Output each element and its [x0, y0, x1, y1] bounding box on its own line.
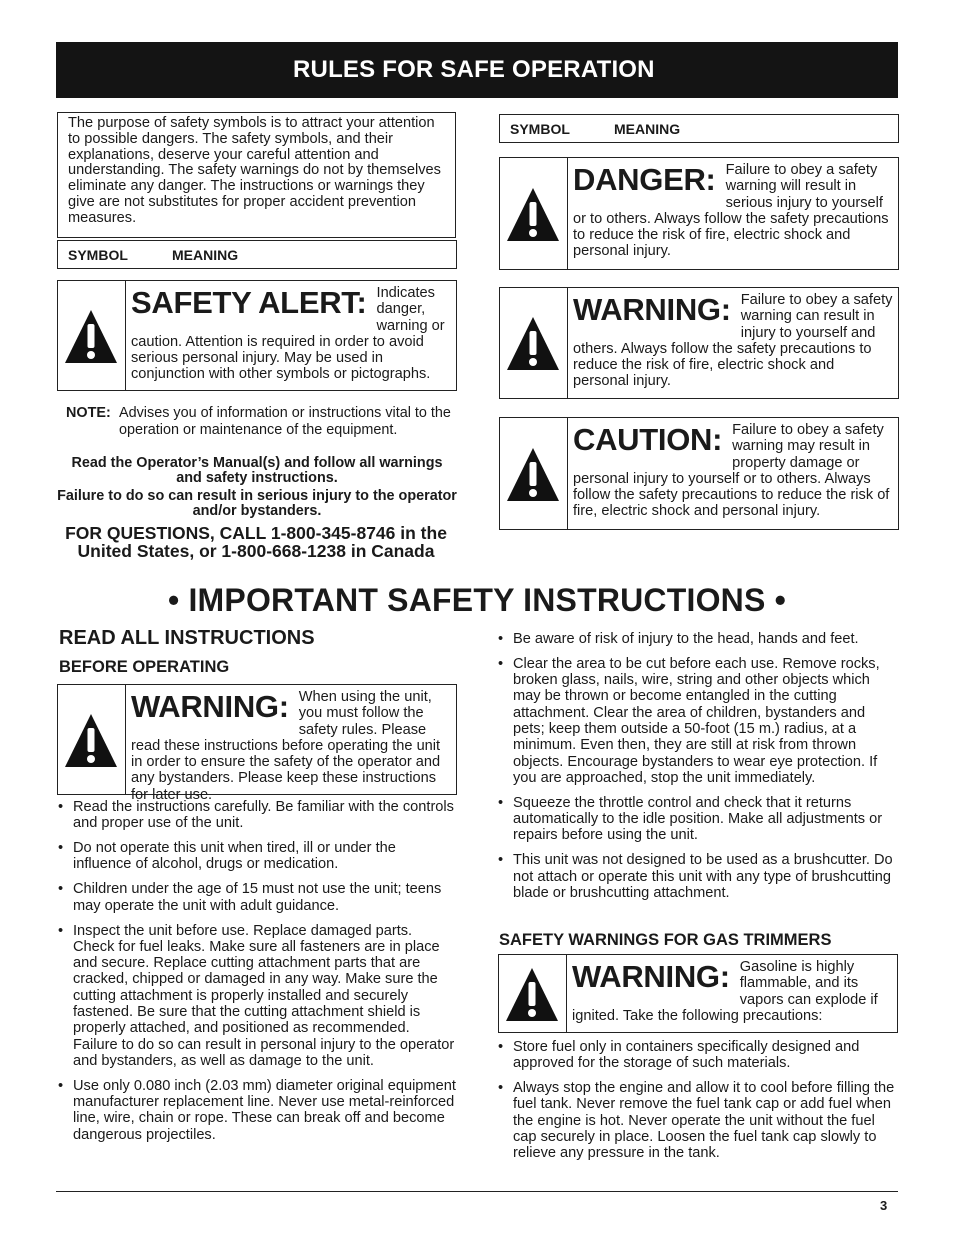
bullet-icon: • — [58, 840, 64, 857]
manual-notice-2: Failure to do so can result in serious injury to the operator and/or bystanders. — [57, 488, 457, 519]
header-bar — [56, 42, 898, 98]
list-item — [58, 799, 456, 832]
list-item-text: Clear the area to be cut before each use. Remove rocks, broken glass, nails, wire, string and other objects which may be thrown or become entangled in the cutting attachment. Clear the area of children, bystanders and pets; keep them outside a 50-foot (15 m.) radius, at a minimum. Even then, they are still at risk from thrown objects. Encourage bystanders to wear eye protection. If you are approached, stop the unit immediately. — [513, 655, 880, 786]
list-item-text: Squeeze the throttle control and check that it returns automatically to the idle position. Make all adjustments or repairs before using the unit. — [513, 794, 883, 844]
warning-triangle-icon — [505, 444, 561, 504]
safety-alert-icon-cell — [58, 281, 126, 390]
safety-alert-description: Indicates danger, warning or caution. Attention is required in order to avoid serious personal injury. May be used in conjunction with other symbols or pictographs. — [131, 285, 445, 383]
danger-box — [499, 157, 899, 270]
bullet-icon: • — [498, 852, 504, 869]
bullet-icon: • — [58, 799, 64, 815]
caution-description: Failure to obey a safety warning may result in property damage or personal injury to yourself or to others. Always follow the safety precautions to reduce the risk of fire, electric shock and personal injury. — [573, 422, 890, 520]
caution-term: CAUTION: — [573, 422, 723, 457]
safety-alert-box — [57, 280, 457, 391]
list-item — [58, 1078, 456, 1143]
read-all-heading: READ ALL INSTRUCTIONS — [59, 627, 315, 649]
list-item — [58, 923, 456, 1070]
before-warning-description: When using the unit, you must follow the safety rules. Please read these instructions before operating the unit in order to ensure the safety of the operator and any bystanders. Please keep these instructions for later use. — [131, 689, 441, 803]
warning-icon-cell — [500, 288, 568, 398]
gas-bullet-list — [498, 1039, 900, 1170]
list-item — [498, 852, 900, 901]
right-bullet-list — [498, 631, 900, 910]
main-title: • IMPORTANT SAFETY INSTRUCTIONS • — [167, 582, 787, 618]
list-item-text: Use only 0.080 inch (2.03 mm) diameter original equipment manufacturer replacement line. Never use metal-reinforced line, wire, chain or rope. These can break off and become dangerous projectiles. — [73, 1077, 456, 1143]
gas-warning-description: Gasoline is highly flammable, and its vapors can explode if ignited. Take the following precautions: — [572, 959, 878, 1024]
list-item — [498, 795, 900, 844]
caution-icon-cell — [500, 418, 568, 529]
gas-warning-icon-cell — [499, 955, 567, 1032]
gas-trimmers-heading: SAFETY WARNINGS FOR GAS TRIMMERS — [499, 931, 832, 949]
note-text: Advises you of information or instructions vital to the operation or maintenance of the equipment. — [119, 405, 451, 438]
symbol-column-header: SYMBOL — [510, 121, 570, 137]
footer-divider — [56, 1191, 898, 1192]
list-item-text: Inspect the unit before use. Replace damaged parts. Check for fuel leaks. Make sure all fasteners are in place and secure. Replace cutting attachment parts that are cracked, chipped or damaged in any way. Make sure the cutting attachment is properly installed and securely fastened. Be sure that the cutting attachment shield is properly attached, and positioned as recommended. Failure to do so can result in personal injury to the operator and bystanders, as well as damage to the unit. — [73, 922, 455, 1069]
symbol-table-header-left — [57, 240, 457, 269]
symbol-column-header: SYMBOL — [68, 247, 128, 263]
warning-definition-term: WARNING: — [573, 292, 731, 327]
list-item-text: This unit was not designed to be used as a brushcutter. Do not attach or operate this unit with any type of brushcutting blade or brushcutting attachment. — [513, 852, 893, 901]
warning-triangle-icon — [63, 306, 119, 366]
before-warning-text — [131, 689, 452, 803]
list-item — [58, 881, 456, 914]
gas-warning-box — [498, 954, 898, 1033]
before-warning-term: WARNING: — [131, 689, 289, 724]
danger-icon-cell — [500, 158, 568, 269]
gas-warning-text — [572, 959, 893, 1024]
warning-definition-text — [573, 292, 894, 390]
safety-alert-text — [131, 285, 452, 383]
bullet-icon: • — [498, 655, 504, 672]
page-number: 3 — [880, 1198, 888, 1213]
warning-triangle-icon — [505, 184, 561, 244]
phone-notice: FOR QUESTIONS, CALL 1-800-345-8746 in the United States, or 1-800-668-1238 in Canada — [65, 523, 447, 561]
warning-definition-description: Failure to obey a safety warning can result in injury to yourself and others. Always follow the safety precautions to reduce the risk of fire, electric shock and personal injury. — [573, 292, 893, 390]
bullet-icon: • — [58, 881, 64, 898]
bullet-icon: • — [498, 1080, 504, 1097]
before-operating-warning-box — [57, 684, 457, 803]
safety-alert-term: SAFETY ALERT: — [131, 285, 367, 320]
gas-warning-term: WARNING: — [572, 959, 730, 994]
list-item-text: Read the instructions carefully. Be familiar with the controls and proper use of the unit. — [73, 799, 454, 832]
bullet-icon: • — [498, 631, 504, 647]
danger-term: DANGER: — [573, 162, 716, 197]
before-operating-heading: BEFORE OPERATING — [59, 658, 230, 676]
bullet-icon: • — [498, 794, 504, 811]
warning-triangle-icon — [504, 964, 560, 1024]
list-item — [498, 631, 900, 647]
danger-text — [573, 162, 894, 260]
list-item-text: Be aware of risk of injury to the head, hands and feet. — [513, 631, 859, 647]
list-item-text: Do not operate this unit when tired, ill or under the influence of alcohol, drugs or medication. — [73, 840, 396, 873]
intro-box: The purpose of safety symbols is to attract your attention to possible dangers. The safety symbols, and their explanations, deserve your careful attention and understanding. The safety warnings do not by themselves eliminate any danger. The instructions or warnings they give are not substitutes for proper accident prevention measures. — [57, 112, 456, 238]
header-title: RULES FOR SAFE OPERATION — [293, 56, 655, 83]
caution-box — [499, 417, 899, 530]
meaning-column-header: MEANING — [614, 121, 681, 137]
warning-definition-box — [499, 287, 899, 399]
danger-description: Failure to obey a safety warning will result in serious injury to yourself or to others. Always follow the safety precautions to reduce the risk of fire, electric shock and personal injury. — [573, 162, 889, 260]
list-item-text: Store fuel only in containers specifically designed and approved for the storage of such materials. — [513, 1039, 860, 1072]
note-label: NOTE: — [66, 405, 111, 421]
list-item — [498, 1080, 900, 1161]
caution-text — [573, 422, 894, 520]
list-item-text: Always stop the engine and allow it to cool before filling the fuel tank. Never remove the fuel tank cap or add fuel when the engine is hot. Never operate the unit without the fuel cap securely in place. Loosen the fuel tank cap slowly to relieve any pressure in the tank. — [513, 1080, 895, 1162]
list-item — [58, 840, 456, 873]
list-item — [498, 1039, 900, 1072]
left-bullet-list — [58, 799, 456, 1152]
warning-triangle-icon — [63, 710, 119, 770]
list-item-text: Children under the age of 15 must not use the unit; teens may operate the unit with adult guidance. — [73, 881, 442, 914]
symbol-table-header-right — [499, 114, 899, 143]
bullet-icon: • — [58, 922, 64, 939]
meaning-column-header: MEANING — [172, 247, 239, 263]
bullet-icon: • — [58, 1077, 64, 1094]
before-warning-icon-cell — [58, 685, 126, 794]
list-item — [498, 656, 900, 786]
bullet-icon: • — [498, 1039, 504, 1055]
warning-triangle-icon — [505, 313, 561, 373]
manual-notice-1: Read the Operator’s Manual(s) and follow all warnings and safety instructions. — [71, 455, 443, 486]
